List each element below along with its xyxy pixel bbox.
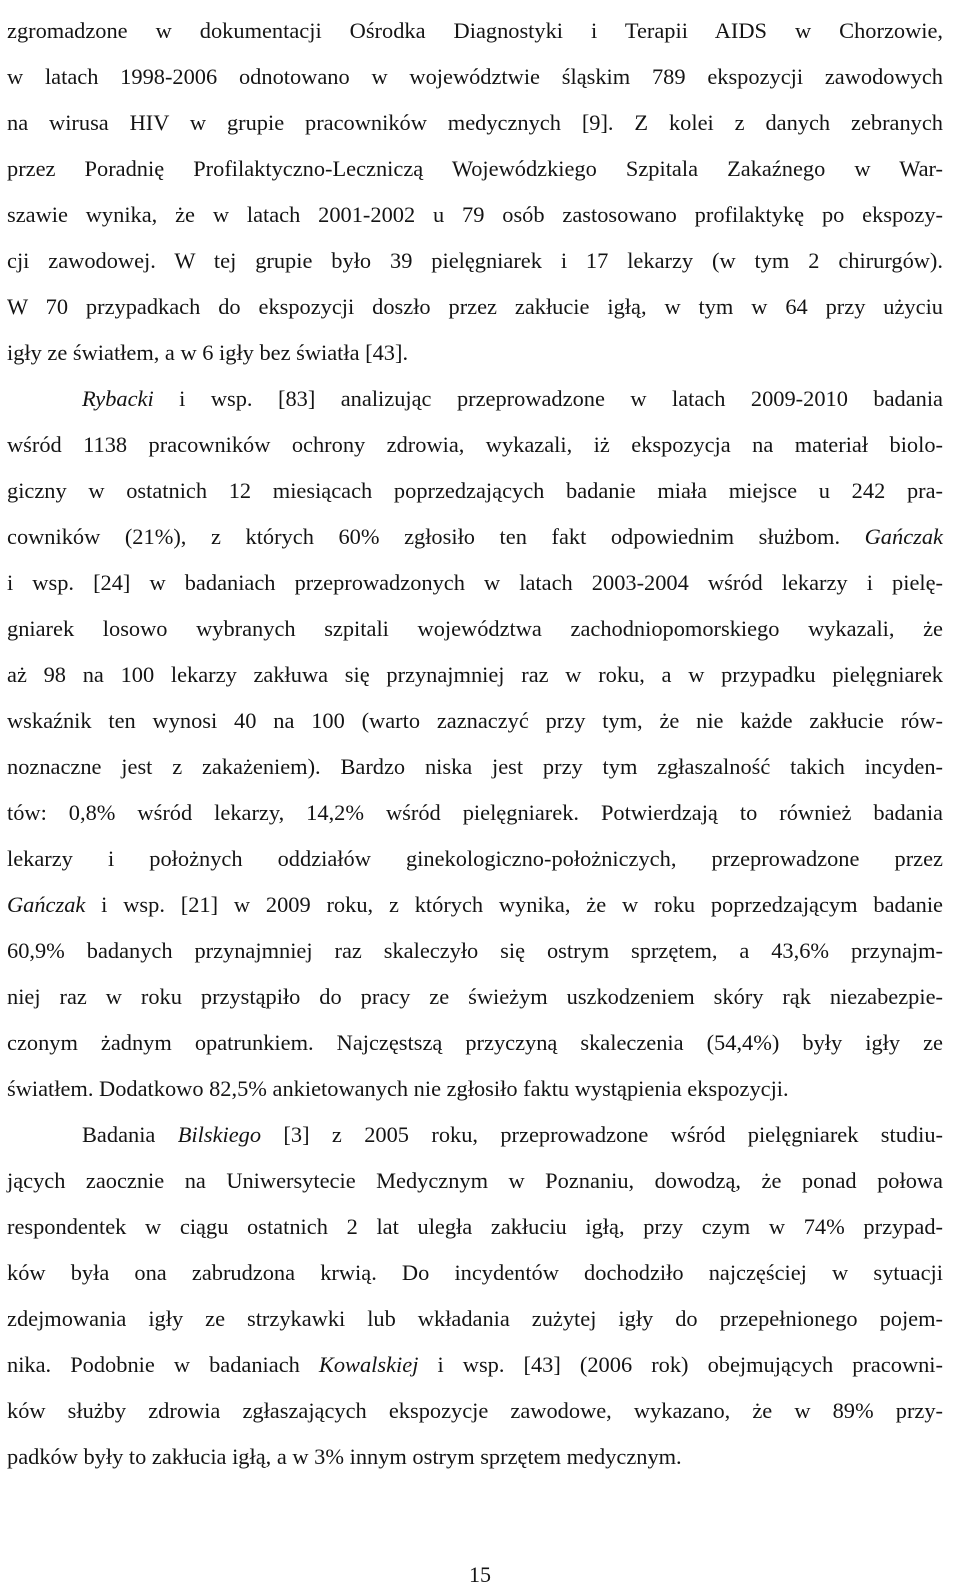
text-line: noznaczne jest z zakażeniem). Bardzo niska jest przy tym zgłaszalność takich incyden- [7,754,943,779]
text-line: niej raz w roku przystąpiło do pracy ze świeżym uszkodzeniem skóry rąk niezabezpie- [7,984,943,1009]
author-name: Bilskiego [177,1122,262,1147]
text-line: zdejmowania igły ze strzykawki lub wkładania zużytej igły do przepełnionego pojem- [7,1306,943,1331]
text-line: wskaźnik ten wynosi 40 na 100 (warto zaznaczyć przy tym, że nie każde zakłucie rów- [7,708,943,733]
text-line: czonym żadnym opatrunkiem. Najczęstszą przyczyną skaleczenia (54,4%) były igły ze [7,1030,943,1055]
text-line: 60,9% badanych przynajmniej raz skaleczyło się ostrym sprzętem, a 43,6% przynajm- [7,938,943,963]
author-name: Rybacki [82,386,154,411]
text-line: Gańczak i wsp. [21] w 2009 roku, z których wynika, że w roku poprzedzającym badanie [7,892,943,917]
text-line: aż 98 na 100 lekarzy zakłuwa się przynajmniej raz w roku, a w przypadku pielęgniarek [7,662,943,687]
text-line: gniarek losowo wybranych szpitali województwa zachodniopomorskiego wykazali, że [7,616,943,641]
text-line: cowników (21%), z których 60% zgłosiło ten fakt odpowiednim służbom. Gańczak [7,524,943,549]
text-line: jących zaocznie na Uniwersytecie Medycznym w Poznaniu, dowodzą, że ponad połowa [7,1168,943,1193]
author-name: Gańczak [7,892,86,917]
text-line: ków służby zdrowia zgłaszających ekspozycje zawodowe, wykazano, że w 89% przy- [7,1398,943,1423]
author-name: Kowalskiej [318,1352,419,1377]
text-line: Badania Bilskiego [3] z 2005 roku, przeprowadzone wśród pielęgniarek studiu- [82,1122,943,1147]
text-line: światłem. Dodatkowo 82,5% ankietowanych nie zgłosiło faktu wystąpienia ekspozycji. [7,1076,789,1101]
text-line: ków była ona zabrudzona krwią. Do incydentów dochodziło najczęściej w sytuacji [7,1260,943,1285]
text-line: Rybacki i wsp. [83] analizując przeprowadzone w latach 2009-2010 badania [82,386,943,411]
text-line: nika. Podobnie w badaniach Kowalskiej i wsp. [43] (2006 rok) obejmujących pracowni- [7,1352,943,1377]
author-name: Gańczak [864,524,943,549]
text-line: giczny w ostatnich 12 miesiącach poprzedzających badanie miała miejsce u 242 pra- [7,478,943,503]
text-line: zgromadzone w dokumentacji Ośrodka Diagnostyki i Terapii AIDS w Chorzowie, [7,18,943,43]
text-line: przez Poradnię Profilaktyczno-Leczniczą Wojewódzkiego Szpitala Zakaźnego w War- [7,156,943,181]
text-line: igły ze światłem, a w 6 igły bez światła [43]. [7,340,409,365]
text-line: respondentek w ciągu ostatnich 2 lat uległa zakłuciu igłą, przy czym w 74% przypad- [7,1214,943,1239]
text-line: W 70 przypadkach do ekspozycji doszło przez zakłucie igłą, w tym w 64 przy użyciu [7,294,943,319]
text-line: padków były to zakłucia igłą, a w 3% innym ostrym sprzętem medycznym. [7,1444,682,1469]
text-line: cji zawodowej. W tej grupie było 39 pielęgniarek i 17 lekarzy (w tym 2 chirurgów). [7,248,943,273]
text-line: i wsp. [24] w badaniach przeprowadzonych w latach 2003-2004 wśród lekarzy i pielę- [7,570,943,595]
text-line: szawie wynika, że w latach 2001-2002 u 79 osób zastosowano profilaktykę po ekspozy- [7,202,943,227]
text-line: na wirusa HIV w grupie pracowników medycznych [9]. Z kolei z danych zebranych [7,110,943,135]
text-line: lekarzy i położnych oddziałów ginekologiczno-położniczych, przeprowadzone przez [7,846,943,871]
text-line: tów: 0,8% wśród lekarzy, 14,2% wśród pielęgniarek. Potwierdzają to również badania [7,800,943,825]
text-line: wśród 1138 pracowników ochrony zdrowia, wykazali, iż ekspozycja na materiał biolo- [7,432,943,457]
page-number: 15 [469,1562,491,1587]
text-line: w latach 1998-2006 odnotowano w województwie śląskim 789 ekspozycji zawodowych [7,64,943,89]
